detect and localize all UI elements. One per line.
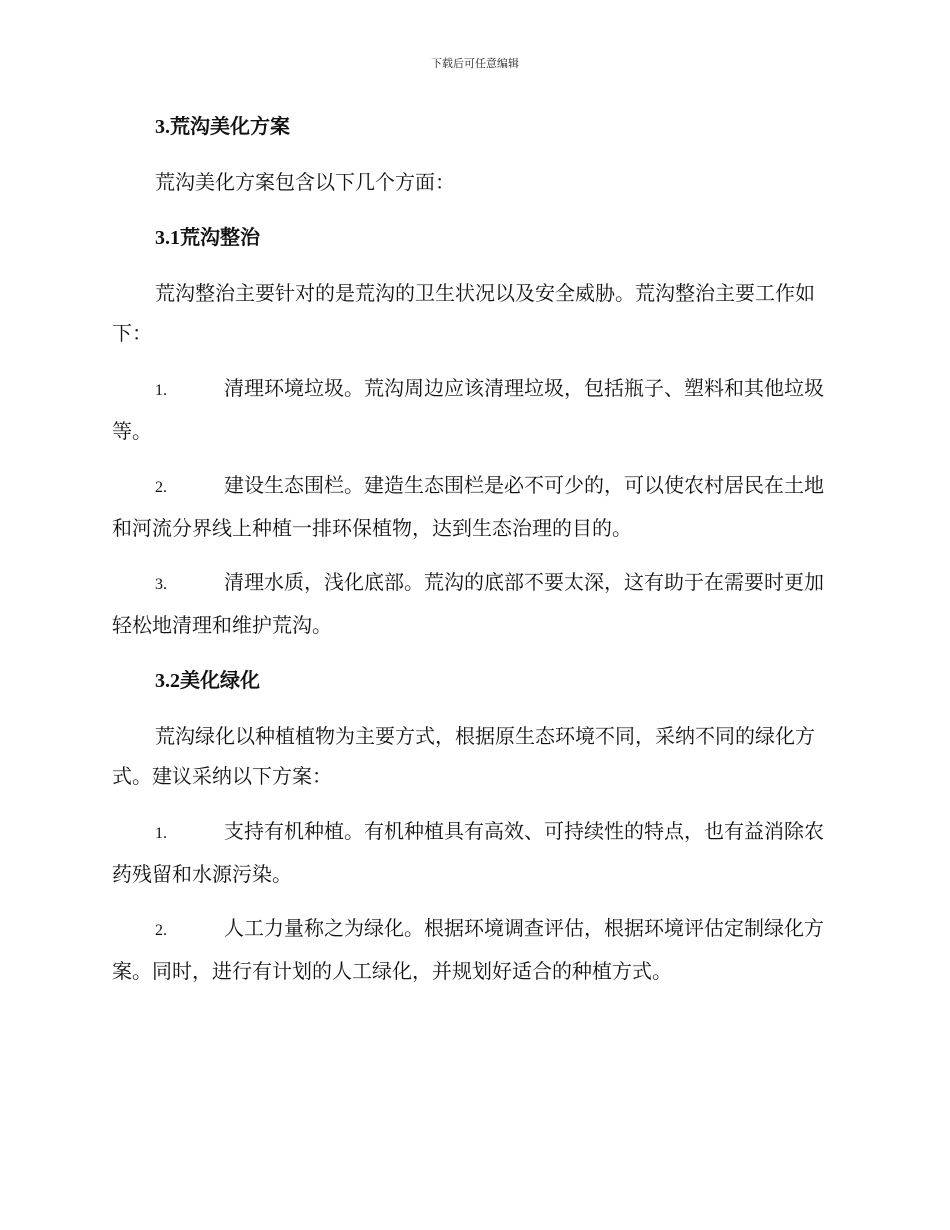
section-3-intro: [112, 162, 834, 202]
list-item: [112, 811, 834, 894]
list-item-text: 清理环境垃圾。荒沟周边应该清理垃圾，包括瓶子、塑料和其他垃圾等。: [112, 376, 824, 443]
list-item-number: 3.: [155, 576, 167, 593]
list-item-number: 1.: [155, 825, 167, 842]
section-3-1-number: 3.1: [155, 227, 180, 249]
section-3-2-number: 3.2: [155, 670, 180, 692]
list-item-text: 人工力量称之为绿化。根据环境调查评估，根据环境评估定制绿化方案。同时，进行有计划的人工绿化，并规划好适合的种植方式。: [112, 916, 824, 983]
list-item-number: 2.: [155, 479, 167, 496]
list-item: [112, 465, 834, 548]
list-item-text: 支持有机种植。有机种植具有高效、可持续性的特点，也有益消除农药残留和水源污染。: [112, 819, 824, 886]
section-3-2-title: 美化绿化: [180, 668, 260, 692]
section-3-1-title: 荒沟整治: [180, 225, 260, 249]
section-3-2-heading: [155, 665, 260, 696]
section-3-number: 3.: [155, 116, 170, 138]
section-3-heading: [155, 111, 290, 142]
section-3-1-intro: [112, 273, 834, 353]
list-item-text: 建设生态围栏。建造生态围栏是必不可少的，可以使农村居民在土地和河流分界线上种植一排环保植物，达到生态治理的目的。: [112, 473, 824, 540]
list-item: [112, 908, 834, 991]
section-3-intro-text: 荒沟美化方案包含以下几个方面：: [155, 170, 455, 194]
section-3-1-heading: [155, 222, 260, 253]
section-3-2-intro-text: 荒沟绿化以种植植物为主要方式，根据原生态环境不同，采纳不同的绿化方式。建议采纳以下方案：: [112, 724, 815, 788]
list-item: [112, 368, 834, 451]
section-3-2-intro: [112, 716, 834, 796]
list-item-number: 1.: [155, 382, 167, 399]
list-item-number: 2.: [155, 922, 167, 939]
list-item: [112, 562, 834, 645]
section-3-1-intro-text: 荒沟整治主要针对的是荒沟的卫生状况以及安全威胁。荒沟整治主要工作如下：: [112, 281, 815, 345]
page-header: 下载后可任意编辑: [431, 57, 519, 70]
list-item-text: 清理水质，浅化底部。荒沟的底部不要太深，这有助于在需要时更加轻松地清理和维护荒沟。: [112, 570, 824, 637]
section-3-title: 荒沟美化方案: [170, 114, 290, 138]
